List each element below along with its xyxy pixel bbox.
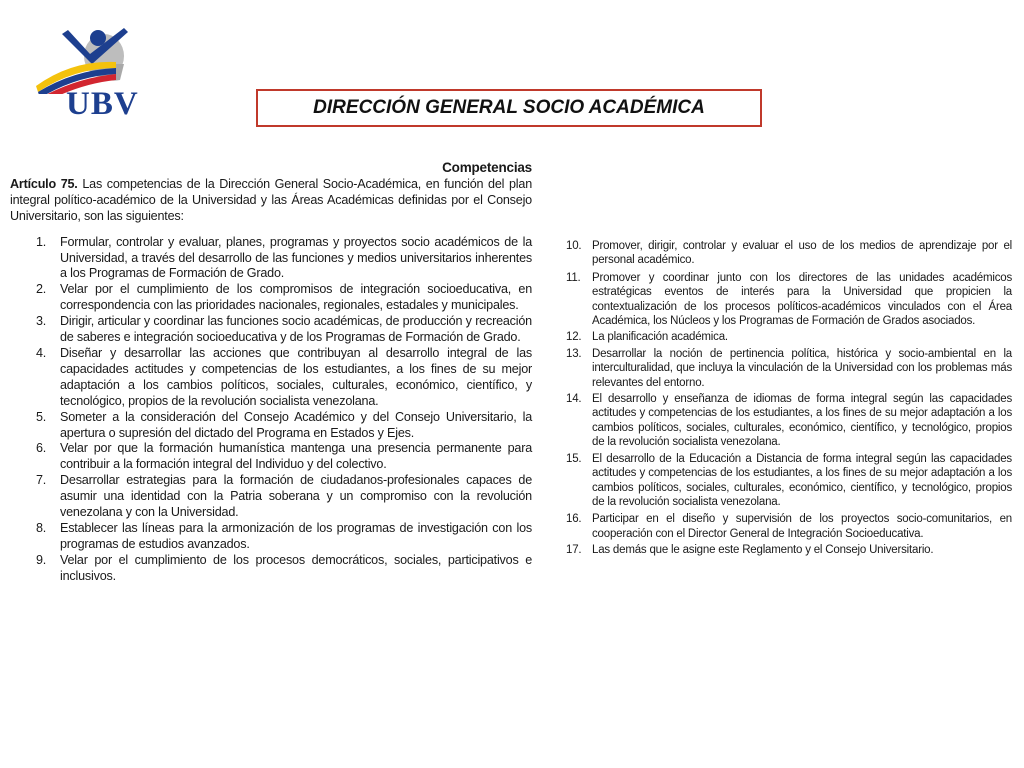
item-number: 6. — [36, 441, 47, 456]
item-text: Desarrollar la noción de pertinencia política, histórica y socio-ambiental en la interculturalidad, que incluya la vinculación de la Universidad con los problemas más relevantes del entorno. — [592, 347, 1012, 389]
item-text: Velar por el cumplimiento de los procesos democráticos, sociales, participativos e inclusivos. — [60, 552, 532, 583]
item-number: 13. — [566, 347, 582, 360]
item-text: Someter a la consideración del Consejo Académico y del Consejo Universitario, la apertura o supresión del dictado del Programa en Estados y Ejes. — [60, 409, 532, 440]
ubv-logo-figure-icon — [32, 24, 140, 94]
document-left-column — [10, 160, 532, 585]
list-item — [566, 330, 1012, 344]
list-item — [10, 521, 532, 553]
item-number: 10. — [566, 240, 582, 252]
list-item — [566, 452, 1012, 510]
article-label: Artículo 75. — [10, 176, 78, 191]
item-number: 4. — [36, 345, 47, 360]
item-text: Diseñar y desarrollar las acciones que contribuyan al desarrollo integral de las capacidades actitudes y competencias de los estudiantes, a los fines de su mejor adaptación a los cambios políticos, sociales, culturales, económico, científico, y tecnológico, propios de la revolución socialista venezolana. — [60, 345, 532, 408]
logo-text: UBV — [66, 86, 139, 122]
list-item — [566, 239, 1012, 268]
list-item — [566, 512, 1012, 541]
item-text: Establecer las líneas para la armonización de los programas de investigación con los programas de estudios avanzados. — [60, 520, 532, 551]
item-text: Promover y coordinar junto con los directores de las unidades académicos estratégicas eventos de interés para la Universidad que propicien la contextualización de los procesos políticos-académicos vinculados con el Área Académica, los Núcleos y los Programas de Formación de Grados asociados. — [592, 271, 1012, 328]
list-item — [10, 553, 532, 585]
item-text: La planificación académica. — [592, 331, 728, 344]
list-item — [566, 347, 1012, 390]
item-number: 7. — [36, 473, 47, 488]
item-text: Participar en el diseño y supervisión de los proyectos socio-comunitarios, en cooperación con el Director General de Integración Socioeducativa. — [592, 513, 1012, 540]
item-text: Promover, dirigir, controlar y evaluar el uso de los medios de aprendizaje por el personal académico. — [592, 240, 1012, 267]
item-number: 15. — [566, 452, 582, 465]
item-text: Desarrollar estrategias para la formación de ciudadanos-profesionales capaces de asumir una identidad con la Patria soberana y un compromiso con la revolución venezolana y con la Universidad. — [60, 473, 532, 520]
list-item — [10, 441, 532, 473]
list-item — [566, 392, 1012, 450]
list-item — [10, 282, 532, 314]
document-right-column — [566, 239, 1012, 558]
item-number: 11. — [566, 271, 581, 284]
item-number: 2. — [36, 282, 47, 297]
item-number: 16. — [566, 513, 582, 526]
item-text: El desarrollo de la Educación a Distancia de forma integral según las capacidades actitudes y competencias de los estudiantes, a los fines de su mejor adaptación a los cambios políticos, sociales, culturales, económico, científico, y tecnológico, propios de la revolución socialista venezolana. — [592, 452, 1012, 508]
item-number: 12. — [566, 331, 582, 344]
page-title: DIRECCIÓN GENERAL SOCIO ACADÉMICA — [256, 89, 762, 127]
document-heading: Competencias — [442, 160, 532, 175]
item-number: 3. — [36, 314, 47, 329]
ubv-logo — [32, 24, 140, 122]
item-text: Velar por el cumplimiento de los compromisos de integración socioeducativa, en correspondencia con las prioridades nacionales, regionales, estadales y municipales. — [60, 282, 532, 313]
list-item — [566, 271, 1012, 329]
list-item — [10, 410, 532, 442]
item-text: Formular, controlar y evaluar, planes, programas y proyectos socio académicos de la Universidad, a través del desarrollo de las funciones y medios universitarios inherentes a los Programas de Formación de Grado. — [60, 234, 532, 281]
list-item — [10, 473, 532, 521]
item-number: 1. — [36, 234, 47, 249]
list-item — [566, 543, 1012, 557]
item-number: 17. — [566, 544, 582, 557]
item-text: Dirigir, articular y coordinar las funciones socio académicas, de producción y recreación de saberes e integración socioeducativa y de los Programas de Formación de Grado. — [60, 314, 532, 345]
item-text: El desarrollo y enseñanza de idiomas de forma integral según las capacidades actitudes y competencias de los estudiantes, a los fines de su mejor adaptación a los cambios políticos, sociales, culturales, económico, científico, y tecnológico, propios de la revolución socialista venezolana. — [592, 393, 1012, 449]
item-number: 14. — [566, 393, 582, 406]
list-item — [10, 235, 532, 283]
item-text: Velar por que la formación humanística mantenga una presencia permanente para contribuir a la formación integral del Individuo y del colectivo. — [60, 441, 532, 472]
item-number: 9. — [36, 552, 47, 567]
item-number: 8. — [36, 520, 47, 535]
list-item — [10, 314, 532, 346]
article-intro-text: Las competencias de la Dirección General Socio-Académica, en función del plan integral político-académico de la Universidad y las Áreas Académicas definidas por el Consejo Universitario, son las siguientes: — [10, 176, 532, 223]
item-text: Las demás que le asigne este Reglamento y el Consejo Universitario. — [592, 544, 934, 557]
item-number: 5. — [36, 409, 47, 424]
list-item — [10, 346, 532, 410]
article-intro — [10, 177, 532, 225]
